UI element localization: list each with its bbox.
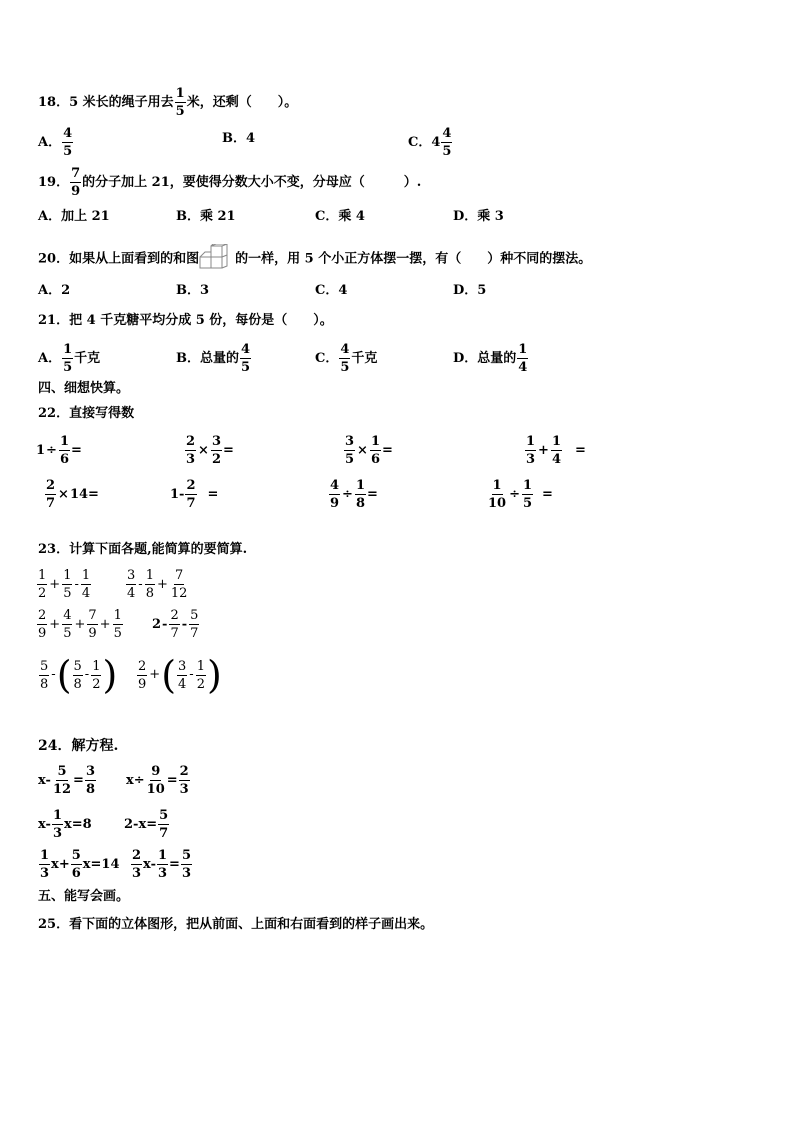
q20-option-d: D．5 [453,283,487,298]
q21-option-c: C． $\frac{4}{5}$ 千克 [315,342,378,375]
q24-equation-1: x- $\frac{5}{12}$ = $\frac{3}{8}$ [38,764,95,797]
q19-option-a: A．加上 21 [38,209,110,224]
q21-option-d: D．总量的 $\frac{1}{4}$ [453,342,528,375]
q19-option-b: B．乘 21 [176,209,236,224]
question-18 [38,86,297,119]
q19-option-d: D．乘 3 [453,209,504,224]
q19-option-c: C．乘 4 [315,209,365,224]
section-4-heading: 四、细想快算。 [38,381,130,396]
q23-expr-3: $\frac{2}{9}$ + $\frac{4}{5}$ + $\frac{7}{9}$ + $\frac{1}{5}$ [38,608,122,641]
section-5-heading: 五、能写会画。 [38,889,130,904]
q18-option-b: B．4 [222,131,256,146]
q23-expr-4: 2- $\frac{2}{7}$ - $\frac{5}{7}$ [152,608,199,641]
q22-item-1: 1÷ $\frac{1}{6}$ = [36,434,82,467]
q20-option-c: C．4 [315,283,348,298]
question-22-title: 22．直接写得数 [38,406,135,421]
q20-option-b: B．3 [176,283,210,298]
question-24-title: 24．解方程. [38,738,119,754]
q22-item-4: $\frac{1}{3}$ + $\frac{1}{4}$ = [526,434,586,467]
q22-item-3: $\frac{3}{5}$ × $\frac{1}{6}$ = [345,434,393,467]
q21-option-a: A． $\frac{1}{5}$ 千克 [38,342,101,375]
q18-fraction: $\frac{1}{5}$ [175,86,185,119]
q24-equation-2: x÷ $\frac{9}{10}$ = $\frac{2}{3}$ [126,764,189,797]
q23-expr-2: $\frac{3}{4}$ - $\frac{1}{8}$ + $\frac{7}{12}$ [127,568,188,601]
q22-item-7: $\frac{4}{9}$ ÷ $\frac{1}{8}$ = [330,478,378,511]
q22-item-6: 1- $\frac{2}{7}$ = [170,478,219,511]
q18-option-a: A． $\frac{4}{5}$ [38,126,73,159]
q23-expr-6: $\frac{2}{9}$ +( 3 4 - 1 2 ) [138,653,222,697]
q24-equation-3: x- $\frac{1}{3}$ x=8 [38,808,92,841]
q19-fraction: $\frac{7}{9}$ [71,166,81,199]
q22-item-5: $\frac{2}{7}$ ×14= [46,478,99,511]
cube-stack-icon [199,244,235,274]
q20-option-a: A．2 [38,283,71,298]
q22-item-2: $\frac{2}{3}$ × $\frac{3}{2}$ = [186,434,234,467]
question-20: 20．如果从上面看到的和图 的一样，用 5 个小正方体摆一摆，有（ ）种不同的摆法。 [38,244,591,274]
question-23-title: 23．计算下面各题,能简算的要简算. [38,542,248,557]
q22-item-8: $\frac{1}{10}$ ÷ $\frac{1}{5}$ = [488,478,553,511]
q23-expr-5: $\frac{5}{8}$ -( 5 8 - 1 2 ) [40,653,118,697]
question-21: 21．把 4 千克糖平均分成 5 份，每份是（ ）。 [38,313,333,328]
q24-equation-5: $\frac{1}{3}$ x+ $\frac{5}{6}$ x=14 [40,848,120,881]
q18-option-c-fraction: $\frac{4}{5}$ [442,126,452,159]
q23-expr-1: $\frac{1}{2}$ + $\frac{1}{5}$ - $\frac{1}{4}$ [38,568,91,601]
q24-equation-6: $\frac{2}{3}$ x- $\frac{1}{3}$ = $\frac{5}{3}$ [132,848,191,881]
q18-text-post: 米，还剩（ ）。 [186,95,298,110]
q18-option-a-fraction: $\frac{4}{5}$ [63,126,73,159]
q21-option-b: B．总量的 $\frac{4}{5}$ [176,342,251,375]
question-19: 19． $\frac{7}{9}$ 的分子加上 21，要使得分数大小不变，分母应（ ）. [38,166,422,199]
question-25: 25．看下面的立体图形，把从前面、上面和右面看到的样子画出来。 [38,917,434,932]
q18-option-c: C．4 $\frac{4}{5}$ [408,126,452,159]
q24-equation-4: 2-x= $\frac{5}{7}$ [124,808,169,841]
q18-text-pre: 18．5 米长的绳子用去 [38,95,174,110]
